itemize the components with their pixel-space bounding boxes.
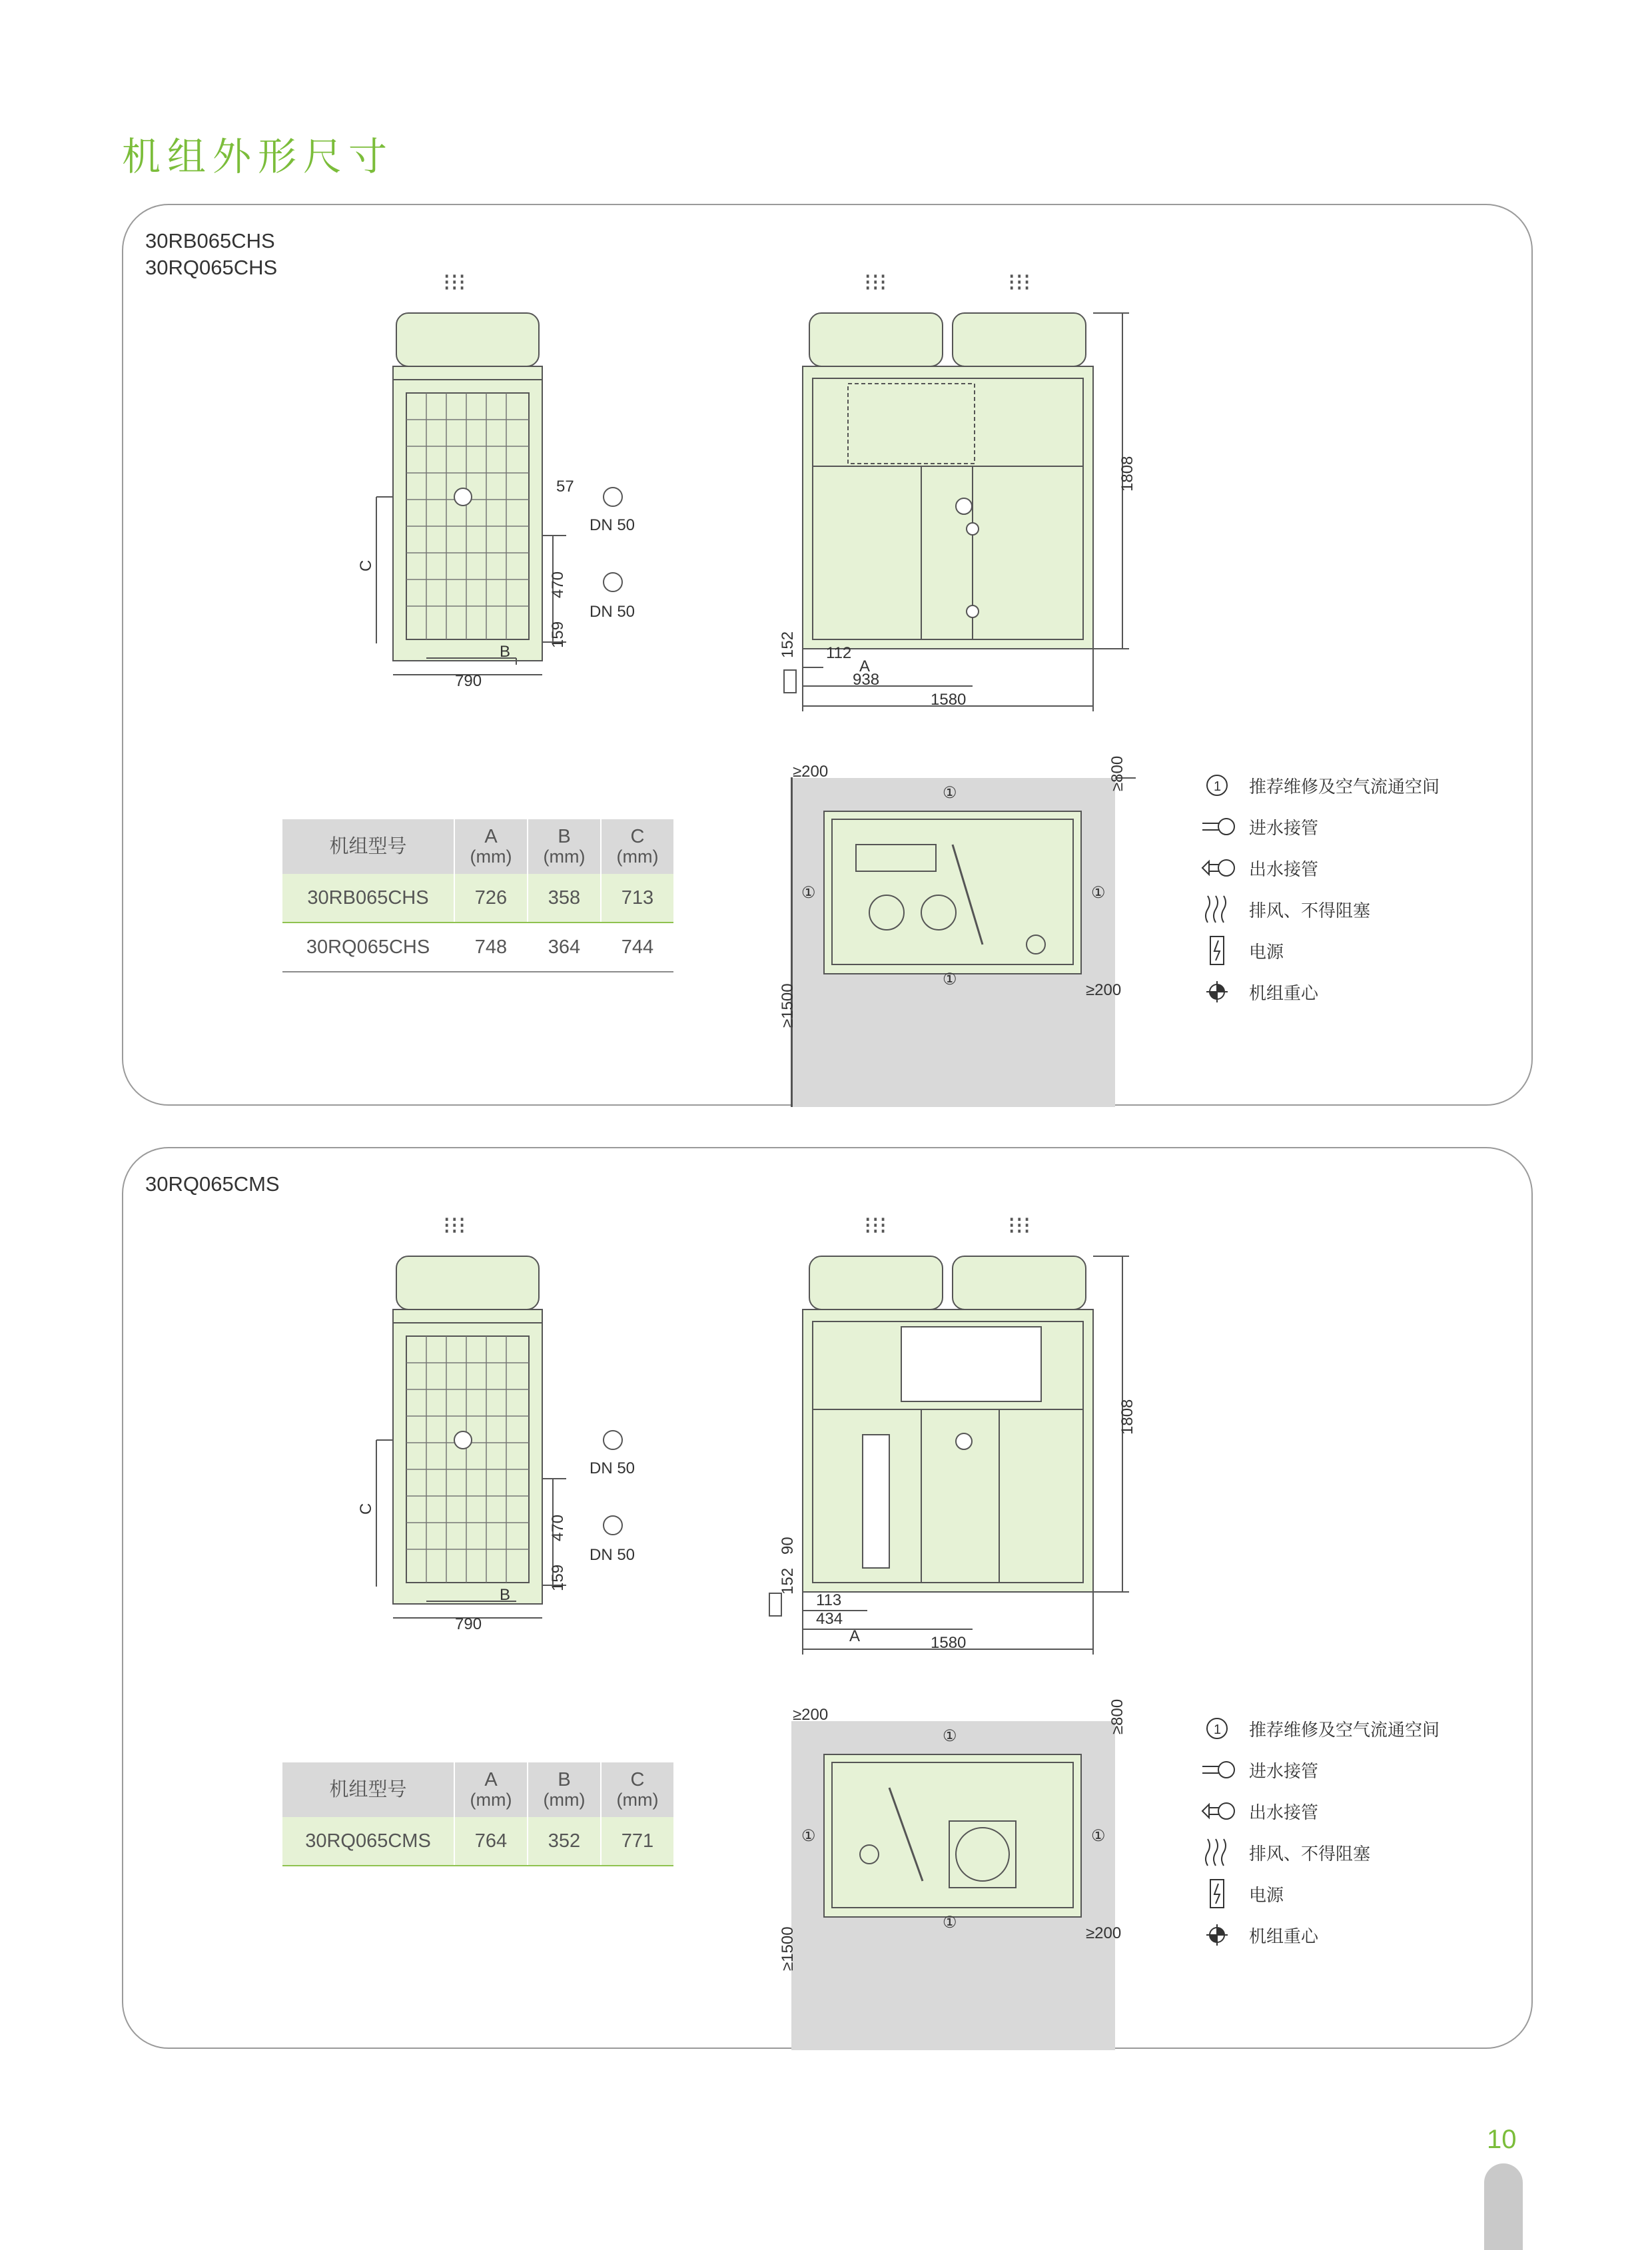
dim-label: ≥200 bbox=[793, 763, 829, 781]
model-name: 30RQ065CMS bbox=[145, 1172, 280, 1196]
air-discharge-icon bbox=[1198, 893, 1238, 926]
symbol-legend bbox=[1198, 765, 1440, 1012]
power-supply-icon bbox=[784, 670, 796, 693]
table-header-row bbox=[282, 819, 673, 874]
column-header-b: B (mm) bbox=[528, 819, 601, 874]
cell-model: 30RQ065CHS bbox=[282, 923, 454, 972]
cell-a: 748 bbox=[454, 923, 528, 972]
dim-label: ≥200 bbox=[1086, 981, 1122, 999]
legend-item: 1 推荐维修及空气流通空间 bbox=[1198, 765, 1440, 806]
side-view-drawing bbox=[376, 268, 622, 675]
legend-item: 机组重心 bbox=[1198, 1914, 1440, 1956]
center-of-gravity-icon bbox=[956, 498, 972, 514]
dimension-panel-2 bbox=[122, 1147, 1533, 2049]
dim-label: 159 bbox=[549, 621, 567, 648]
dim-label: C bbox=[357, 560, 375, 571]
dim-label: 112 bbox=[826, 644, 852, 662]
table-row bbox=[282, 1817, 673, 1866]
power-supply-icon bbox=[1198, 934, 1238, 967]
air-discharge-icon: ⁝⁝⁝ bbox=[443, 268, 466, 296]
legend-item: 出水接管 bbox=[1198, 847, 1440, 889]
dim-label: 434 bbox=[816, 1610, 843, 1628]
column-header-model: 机组型号 bbox=[282, 819, 454, 874]
legend-item: 排风、不得阻塞 bbox=[1198, 889, 1440, 930]
column-header-c: C (mm) bbox=[601, 819, 673, 874]
table-header-row bbox=[282, 1762, 673, 1817]
legend-item: 排风、不得阻塞 bbox=[1198, 1832, 1440, 1873]
dim-label: 159 bbox=[549, 1564, 567, 1591]
cell-b: 358 bbox=[528, 874, 601, 923]
dim-label: 470 bbox=[549, 1514, 567, 1541]
air-discharge-icon: ⁝⁝⁝ bbox=[443, 1212, 466, 1239]
dim-label: DN 50 bbox=[590, 1459, 635, 1477]
symbol-legend bbox=[1198, 1708, 1440, 1956]
legend-item: 电源 bbox=[1198, 930, 1440, 971]
dim-label: 938 bbox=[853, 671, 880, 689]
dim-label: ≥200 bbox=[1086, 1924, 1122, 1942]
dim-label: B bbox=[500, 1586, 511, 1604]
dim-label: A bbox=[859, 657, 871, 675]
service-space-marker: ① bbox=[801, 1827, 816, 1845]
service-space-marker: ① bbox=[943, 784, 957, 802]
dim-label: ≥1500 bbox=[779, 1926, 797, 1971]
service-space-marker: ① bbox=[1091, 1827, 1106, 1845]
dim-label: 152 bbox=[779, 631, 797, 658]
model-name: 30RQ065CHS bbox=[145, 256, 278, 279]
dim-label: ≥800 bbox=[1108, 1698, 1126, 1734]
dim-label: DN 50 bbox=[590, 1546, 635, 1564]
dim-label: B bbox=[500, 643, 511, 661]
cell-model: 30RQ065CMS bbox=[282, 1817, 454, 1866]
dim-label: A bbox=[849, 1627, 861, 1645]
power-supply-icon bbox=[769, 1593, 781, 1616]
service-space-circle-icon bbox=[1198, 769, 1238, 802]
service-space-marker: ① bbox=[1091, 884, 1106, 902]
dim-label: 790 bbox=[455, 672, 482, 690]
service-space-marker: ① bbox=[801, 884, 816, 902]
center-of-gravity-icon bbox=[956, 1433, 972, 1449]
column-header-model: 机组型号 bbox=[282, 1762, 454, 1817]
service-space-marker: ① bbox=[943, 1914, 957, 1932]
legend-item: 出水接管 bbox=[1198, 1790, 1440, 1832]
power-supply-icon bbox=[1198, 1877, 1238, 1910]
water-outlet-icon bbox=[604, 573, 622, 591]
svg-text:1: 1 bbox=[1214, 1722, 1222, 1737]
model-dimension-table bbox=[282, 1762, 673, 1866]
center-of-gravity-icon bbox=[454, 488, 472, 506]
water-inlet-icon bbox=[1198, 810, 1238, 843]
cell-c: 744 bbox=[601, 923, 673, 972]
water-outlet-icon bbox=[1198, 851, 1238, 885]
air-discharge-icon: ⁝⁝⁝ bbox=[864, 1212, 887, 1239]
air-discharge-icon: ⁝⁝⁝ bbox=[1008, 268, 1031, 296]
column-header-a: A (mm) bbox=[454, 819, 528, 874]
cell-c: 713 bbox=[601, 874, 673, 923]
page-tab-marker bbox=[1484, 2163, 1523, 2250]
model-dimension-table bbox=[282, 819, 673, 972]
water-inlet-icon bbox=[604, 1431, 622, 1449]
service-space-marker: ① bbox=[943, 1727, 957, 1745]
legend-item: 1 推荐维修及空气流通空间 bbox=[1198, 1708, 1440, 1749]
cell-a: 726 bbox=[454, 874, 528, 923]
dim-label: 1580 bbox=[931, 691, 967, 709]
cell-c: 771 bbox=[601, 1817, 673, 1866]
water-inlet-icon bbox=[1198, 1753, 1238, 1786]
center-of-gravity-icon bbox=[1198, 1918, 1238, 1952]
column-header-b: B (mm) bbox=[528, 1762, 601, 1817]
air-discharge-icon: ⁝⁝⁝ bbox=[1008, 1212, 1031, 1239]
page-title: 机组外形尺寸 bbox=[122, 134, 394, 179]
plan-view-drawing bbox=[791, 1721, 1115, 2050]
dim-label: ≥800 bbox=[1108, 755, 1126, 791]
water-outlet-icon bbox=[604, 1516, 622, 1535]
cell-b: 352 bbox=[528, 1817, 601, 1866]
dim-label: 790 bbox=[455, 1615, 482, 1633]
dim-label: 470 bbox=[549, 571, 567, 598]
cell-b: 364 bbox=[528, 923, 601, 972]
cell-model: 30RB065CHS bbox=[282, 874, 454, 923]
table-row bbox=[282, 923, 673, 972]
side-view-drawing bbox=[376, 1212, 622, 1618]
water-inlet-icon bbox=[604, 488, 622, 506]
center-of-gravity-icon bbox=[1198, 975, 1238, 1008]
air-discharge-icon bbox=[1198, 1836, 1238, 1869]
dim-label: 1580 bbox=[931, 1634, 967, 1652]
dim-label: ≥1500 bbox=[779, 983, 797, 1028]
plan-view-drawing bbox=[791, 778, 1136, 1107]
cell-a: 764 bbox=[454, 1817, 528, 1866]
dim-label: 1808 bbox=[1118, 1399, 1136, 1435]
dim-label: ≥200 bbox=[793, 1706, 829, 1724]
dim-label: DN 50 bbox=[590, 516, 635, 534]
page-number: 10 bbox=[1487, 2125, 1517, 2154]
service-space-circle-icon bbox=[1198, 1712, 1238, 1745]
center-of-gravity-icon bbox=[454, 1431, 472, 1449]
column-header-a: A (mm) bbox=[454, 1762, 528, 1817]
legend-item: 进水接管 bbox=[1198, 806, 1440, 847]
front-view-drawing bbox=[769, 1212, 1129, 1655]
dim-label: 1808 bbox=[1118, 456, 1136, 492]
water-outlet-icon bbox=[1198, 1794, 1238, 1828]
table-row bbox=[282, 874, 673, 923]
svg-text:1: 1 bbox=[1214, 779, 1222, 794]
air-discharge-icon: ⁝⁝⁝ bbox=[864, 268, 887, 296]
dim-label: 152 bbox=[779, 1567, 797, 1595]
service-space-marker: ① bbox=[943, 970, 957, 988]
legend-item: 机组重心 bbox=[1198, 971, 1440, 1012]
dim-label: 57 bbox=[556, 478, 574, 496]
legend-item: 电源 bbox=[1198, 1873, 1440, 1914]
dim-label: DN 50 bbox=[590, 603, 635, 621]
legend-item: 进水接管 bbox=[1198, 1749, 1440, 1790]
dim-label: 90 bbox=[779, 1537, 797, 1555]
dimension-panel-1 bbox=[122, 204, 1533, 1106]
dim-label: C bbox=[357, 1503, 375, 1515]
dim-label: 113 bbox=[816, 1591, 842, 1609]
model-name: 30RB065CHS bbox=[145, 229, 275, 252]
column-header-c: C (mm) bbox=[601, 1762, 673, 1817]
